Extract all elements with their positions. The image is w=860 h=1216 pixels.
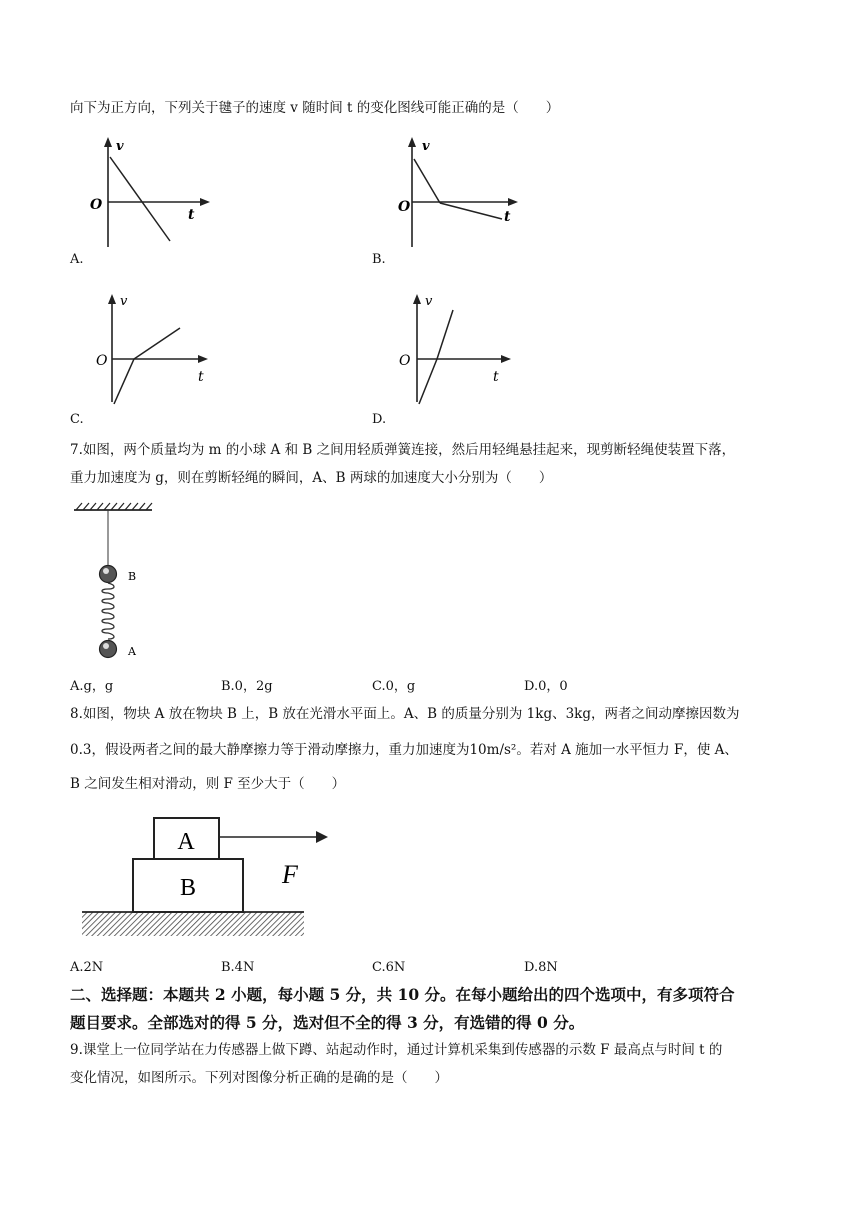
force-arrow-head xyxy=(316,831,328,843)
graph-d-t-arrow xyxy=(501,355,511,363)
graph-c-t-arrow xyxy=(198,355,208,363)
ball-a-highlight xyxy=(103,643,109,649)
graph-b xyxy=(390,135,530,255)
graph-b-t-arrow xyxy=(508,198,518,206)
graph-c-origin: O xyxy=(96,353,108,369)
q9-line2: 变化情况，如图所示。下列对图像分析正确的是确的是（ ） xyxy=(70,1070,448,1086)
q9-line1: 9.课堂上一位同学站在力传感器上做下蹲、站起动作时，通过计算机采集到传感器的示数 F 最高点与时间 t 的 xyxy=(70,1042,723,1058)
graph-b-origin: O xyxy=(398,199,411,215)
graph-c-v-arrow xyxy=(108,294,116,304)
q7-option-d: D.0，0 xyxy=(524,679,568,694)
graph-b-t-label: t xyxy=(504,209,511,225)
graph-d-t-label: t xyxy=(493,369,499,385)
option-d-label: D. xyxy=(372,412,387,427)
graph-a-v-label: v xyxy=(116,139,124,154)
graph-b-line-2 xyxy=(440,203,502,219)
graph-c-v-label: v xyxy=(120,294,128,309)
block-a-label: A xyxy=(177,829,195,855)
graph-b-v-label: v xyxy=(422,139,430,154)
option-a-label: A. xyxy=(70,252,84,267)
blocks-figure xyxy=(82,815,322,945)
q7-line1: 7.如图，两个质量均为 m 的小球 A 和 B 之间用轻质弹簧连接，然后用轻绳悬挂起来，现剪断轻绳使装置下落， xyxy=(70,442,736,458)
block-b-label: B xyxy=(179,875,197,901)
section2-line2: 题目要求。全部选对的得 5 分，选对但不全的得 3 分，有选错的得 0 分。 xyxy=(70,1013,585,1032)
spring xyxy=(102,583,114,639)
force-label: F xyxy=(282,860,298,889)
ball-b-highlight xyxy=(103,568,109,574)
q7-option-a: A.g，g xyxy=(70,679,114,694)
section2-line1: 二、选择题：本题共 2 小题，每小题 5 分，共 10 分。在每小题给出的四个选项中，有多项符合 xyxy=(70,985,735,1004)
graph-d-line-2 xyxy=(437,310,453,359)
graph-d-origin: O xyxy=(399,353,411,369)
q8-option-a: A.2N xyxy=(70,960,104,975)
q8-option-c: C.6N xyxy=(372,960,406,975)
graph-a-origin: O xyxy=(90,197,103,213)
graph-d-line-1 xyxy=(419,359,437,404)
q8-option-d: D.8N xyxy=(524,960,558,975)
graph-b-v-arrow xyxy=(408,137,416,147)
option-b-label: B. xyxy=(372,252,386,267)
q8-line2: 0.3，假设两者之间的最大静摩擦力等于滑动摩擦力，重力加速度为10m/s²。若对 A 施加一水平恒力 F，使 A、 xyxy=(70,742,738,758)
ground-hatch xyxy=(82,912,304,936)
q6-stem: 向下为正方向，下列关于毽子的速度 v 随时间 t 的变化图线可能正确的是（ ） xyxy=(70,100,560,116)
q8-line1: 8.如图，物块 A 放在物块 B 上，B 放在光滑水平面上。A、B 的质量分别为 1kg、3kg，两者之间动摩擦因数为 xyxy=(70,706,740,722)
q7-option-b: B.0，2g xyxy=(221,679,273,694)
graph-a-t-label: t xyxy=(188,207,195,223)
spring-figure xyxy=(70,500,170,665)
graph-d-v-label: v xyxy=(425,294,433,309)
graph-d-v-arrow xyxy=(413,294,421,304)
ceiling-hatch xyxy=(76,503,152,510)
graph-c xyxy=(90,290,230,410)
q7-line2: 重力加速度为 g，则在剪断轻绳的瞬间，A、B 两球的加速度大小分别为（ ） xyxy=(70,470,553,486)
graph-d xyxy=(395,290,535,410)
graph-c-line-1 xyxy=(114,359,134,404)
option-c-label: C. xyxy=(70,412,84,427)
q8-option-b: B.4N xyxy=(221,960,255,975)
ball-a xyxy=(100,641,117,658)
ball-a-label: A xyxy=(128,645,136,658)
ball-b-label: B xyxy=(128,570,137,583)
graph-c-t-label: t xyxy=(198,369,204,385)
graph-b-line-1 xyxy=(414,159,440,203)
graph-a xyxy=(80,135,220,255)
graph-a-v-arrow xyxy=(104,137,112,147)
q8-line3: B 之间发生相对滑动，则 F 至少大于（ ） xyxy=(70,776,346,792)
q7-option-c: C.0，g xyxy=(372,679,416,694)
graph-a-line xyxy=(110,157,170,241)
graph-a-t-arrow xyxy=(200,198,210,206)
graph-c-line-2 xyxy=(134,328,180,359)
ball-b xyxy=(100,566,117,583)
